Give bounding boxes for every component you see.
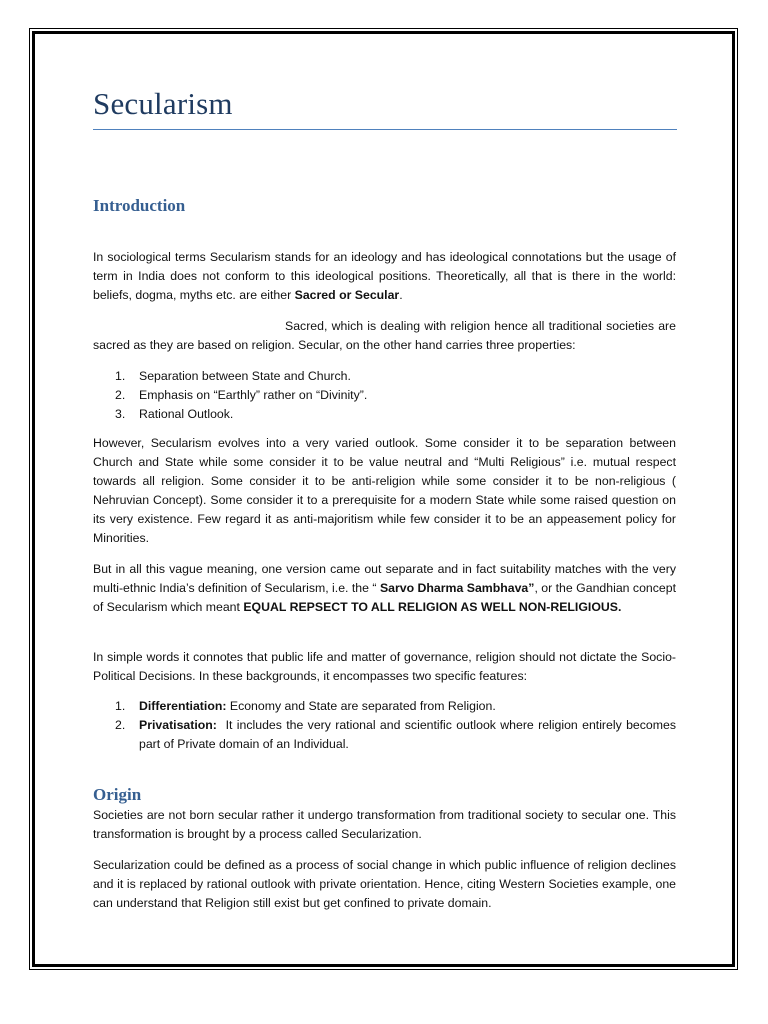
document-title: Secularism <box>93 86 233 121</box>
intro-paragraph-2: Sacred, which is dealing with religion hence all traditional societies are sacred as they are based on religion. Secular, on the other hand carries three properties: <box>93 319 676 352</box>
list-number: 3. <box>115 407 126 421</box>
feature-text: Economy and State are separated from Religion. <box>226 699 496 713</box>
origin-paragraph-1: Societies are not born secular rather it undergo transformation from traditional society to secular one. This transformation is brought by a process called Secularization. <box>93 808 676 841</box>
introduction-heading: Introduction <box>93 196 186 215</box>
list-item <box>93 367 676 386</box>
properties-list <box>93 367 676 424</box>
intro-p4-bold-1: Sarvo Dharma Sambhava” <box>379 581 535 595</box>
list-number: 2. <box>115 388 126 402</box>
origin-heading: Origin <box>93 785 142 804</box>
features-list <box>93 697 680 754</box>
intro-p1-text: In sociological terms Secularism stands for an ideology and has ideological connotations but the usage of term in India does not conform to this ideological positions. Theoretically, all that is there in the world: beliefs, dogma, myths etc. are either <box>93 250 676 302</box>
list-text: Emphasis on “Earthly” rather on “Divinity”. <box>139 388 368 402</box>
list-item <box>93 386 676 405</box>
list-item <box>93 405 676 424</box>
intro-paragraph-5: In simple words it connotes that public life and matter of governance, religion should not dictate the Socio-Political Decisions. In these backgrounds, it encompasses two specific features: <box>93 650 676 683</box>
intro-paragraph-1 <box>93 248 676 305</box>
feature-text: It includes the very rational and scientific outlook where religion entirely becomes part of Private domain of an Individual. <box>139 718 680 751</box>
list-number: 1. <box>115 699 126 713</box>
list-item <box>93 716 680 754</box>
intro-paragraph-4 <box>93 560 676 617</box>
list-item <box>93 697 676 716</box>
list-number: 1. <box>115 369 126 383</box>
intro-paragraph-3: However, Secularism evolves into a very varied outlook. Some consider it to be separation between Church and State while some consider it to be value neutral and “Multi Religious” i.e. mutual respect towards all religion. Some consider it to be anti-religion while some consider it to be non-religious ( Nehruvian Concept). Some consider it to a prerequisite for a modern State while some raised question on its very existence. Few regard it as anti-majoritism while few consider it to be an appeasement policy for Minorities. <box>93 436 676 545</box>
intro-p4-text: But in all this vague meaning, one version came out separate and in fact suitability matches with the very multi-ethnic India’s definition of Secularism, i.e. the “ <box>93 562 676 595</box>
intro-p1-bold: Sacred or Secular <box>294 288 400 302</box>
list-text: Rational Outlook. <box>139 407 234 421</box>
title-underline <box>93 129 677 130</box>
feature-label: Privatisation: <box>139 718 217 732</box>
intro-p4-bold-2: EQUAL REPSECT TO ALL RELIGION AS WELL NON-RELIGIOUS. <box>243 600 622 614</box>
feature-label: Differentiation: <box>139 699 227 713</box>
list-text: Separation between State and Church. <box>139 369 351 383</box>
origin-paragraph-2: Secularization could be defined as a process of social change in which public influence of religion declines and it is replaced by rational outlook with private orientation. Hence, citing Western Societies example, one can understand that Religion still exist but get confined to private domain. <box>93 858 676 910</box>
list-number: 2. <box>115 718 126 732</box>
intro-p1-end: . <box>399 288 403 302</box>
intro-p4-mid: , or the Gandhian concept of Secularism which meant <box>93 581 676 614</box>
